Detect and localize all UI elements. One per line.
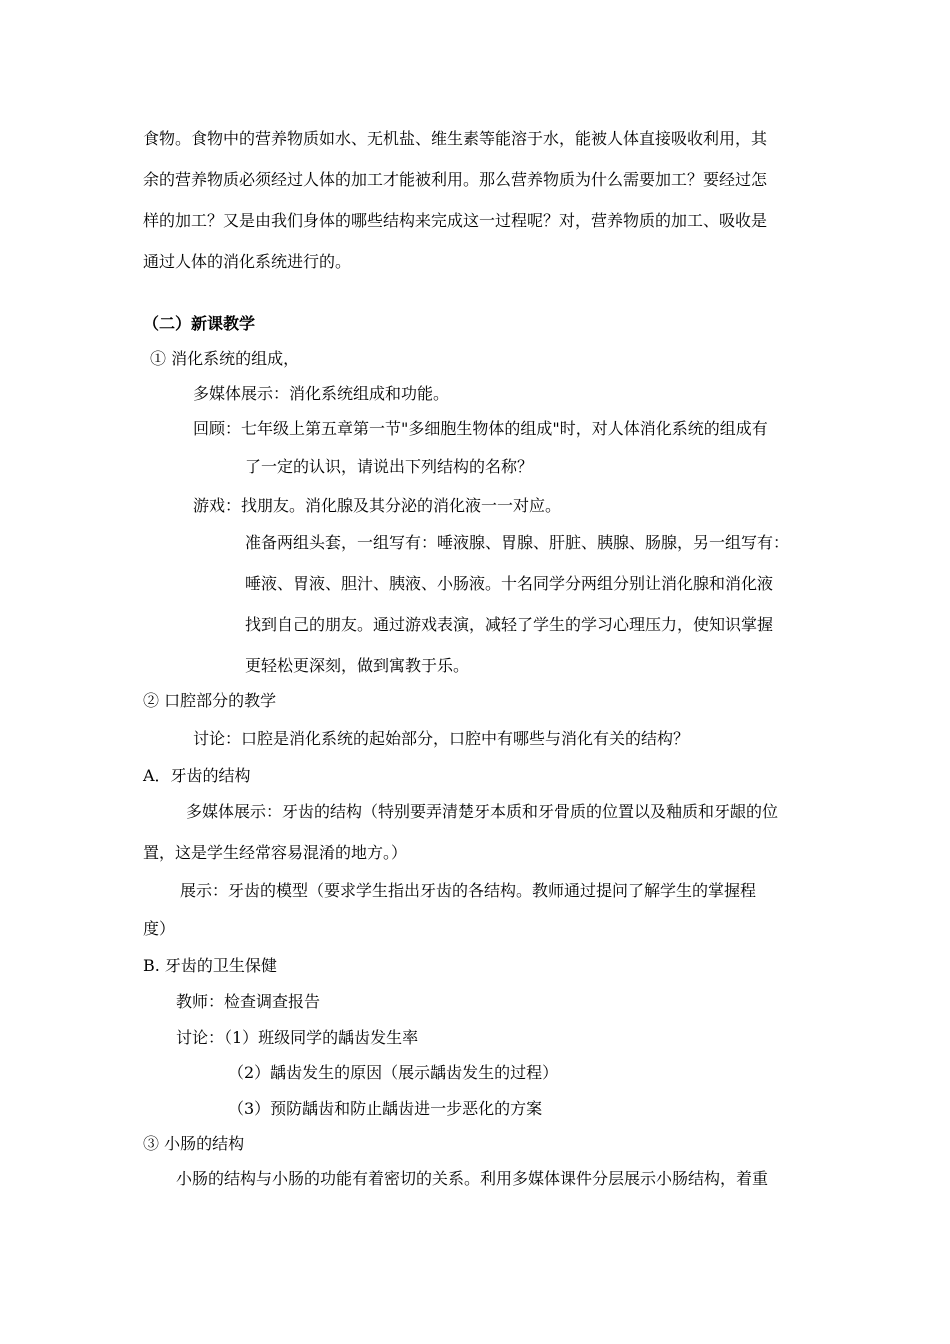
- part2-a-multimedia-line-1: 多媒体展示：牙齿的结构（特别要弄清楚牙本质和牙骨质的位置以及釉质和牙龈的位: [186, 802, 779, 821]
- intro-line-1: 食物。食物中的营养物质如水、无机盐、维生素等能溶于水，能被人体直接吸收利用，其: [143, 129, 768, 148]
- part1-game: 游戏：找朋友。消化腺及其分泌的消化液一一对应。: [193, 496, 562, 515]
- intro-line-3: 样的加工？又是由我们身体的哪些结构来完成这一过程呢？对，营养物质的加工、吸收是: [143, 211, 768, 230]
- part1-title: ① 消化系统的组成，: [150, 349, 300, 368]
- part3-title: ③ 小肠的结构: [143, 1134, 245, 1153]
- part2-a-show-line-1: 展示：牙齿的模型（要求学生指出牙齿的各结构。教师通过提问了解学生的掌握程: [180, 881, 757, 900]
- part1-game-line-1: 准备两组头套，一组写有：唾液腺、胃腺、肝脏、胰腺、肠腺，另一组写有：: [245, 533, 790, 552]
- part1-game-line-2: 唾液、胃液、胆汁、胰液、小肠液。十名同学分两组分别让消化腺和消化液: [245, 574, 774, 593]
- part2-b-discuss-3: （3）预防龋齿和防止龋齿进一步恶化的方案: [228, 1099, 543, 1118]
- part2-a-title: A．牙齿的结构: [143, 766, 251, 785]
- part1-multimedia: 多媒体展示：消化系统组成和功能。: [193, 384, 450, 403]
- part1-review-line-1: 回顾：七年级上第五章第一节"多细胞生物体的组成"时，对人体消化系统的组成有: [193, 419, 768, 438]
- part2-b-discuss-1: 讨论：（1）班级同学的龋齿发生率: [176, 1028, 419, 1047]
- part2-discussion: 讨论：口腔是消化系统的起始部分，口腔中有哪些与消化有关的结构？: [193, 729, 690, 748]
- part3-line-1: 小肠的结构与小肠的功能有着密切的关系。利用多媒体课件分层展示小肠结构，着重: [176, 1169, 769, 1188]
- intro-line-4: 通过人体的消化系统进行的。: [143, 252, 352, 271]
- part2-b-title: B. 牙齿的卫生保健: [143, 956, 277, 975]
- part2-title: ② 口腔部分的教学: [143, 691, 277, 710]
- part2-a-show-line-2: 度）: [143, 919, 176, 938]
- part2-a-multimedia-line-2: 置，这是学生经常容易混淆的地方。）: [143, 843, 408, 862]
- section-heading: （二）新课教学: [143, 314, 256, 333]
- part1-review-line-2: 了一定的认识，请说出下列结构的名称？: [245, 457, 534, 476]
- intro-line-2: 余的营养物质必须经过人体的加工才能被利用。那么营养物质为什么需要加工？要经过怎: [143, 170, 768, 189]
- part1-game-line-3: 找到自己的朋友。通过游戏表演，减轻了学生的学习心理压力，使知识掌握: [245, 615, 774, 634]
- part2-b-discuss-2: （2）龋齿发生的原因（展示龋齿发生的过程）: [228, 1063, 559, 1082]
- part1-game-line-4: 更轻松更深刻，做到寓教于乐。: [245, 656, 470, 675]
- part2-b-teacher: 教师：检查调查报告: [176, 992, 321, 1011]
